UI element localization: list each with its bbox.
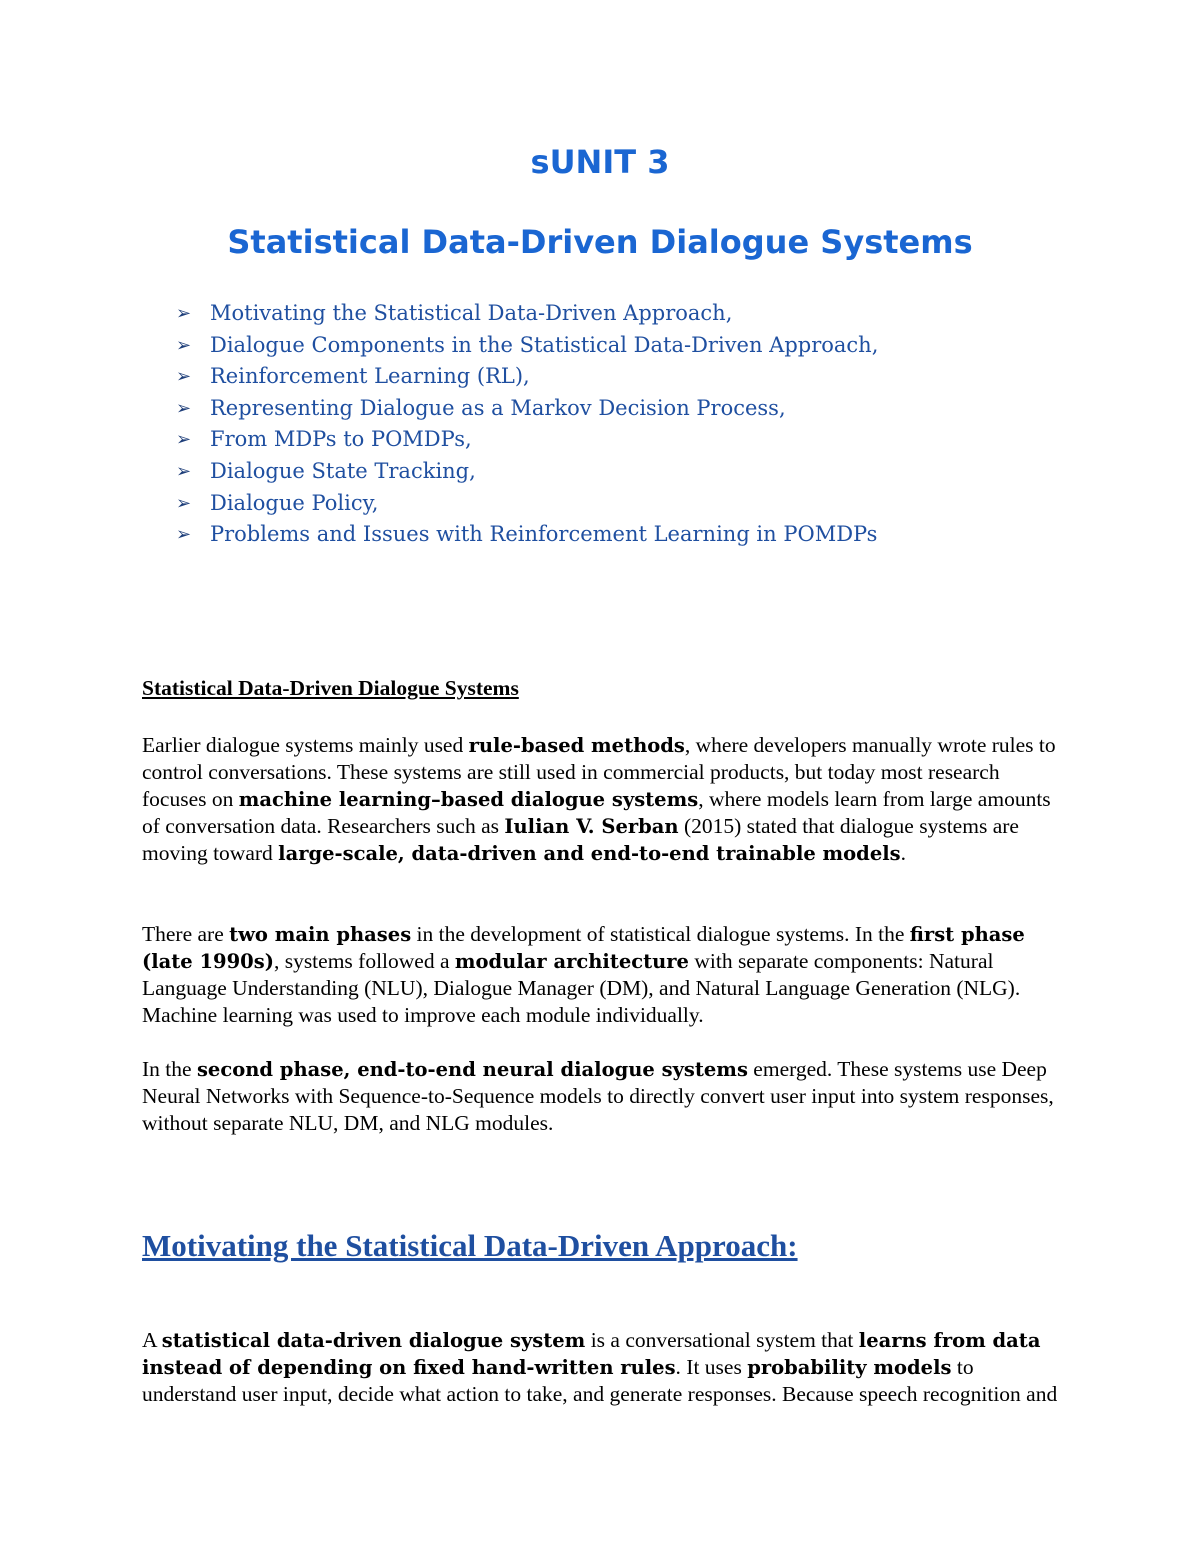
topic-item: [176, 424, 878, 456]
subsection-heading: Motivating the Statistical Data-Driven Approach:: [142, 1228, 798, 1263]
topic-text: Reinforcement Learning (RL),: [210, 364, 530, 389]
paragraph-second-phase: In the second phase, end-to-end neural dialogue systems emerged. These systems use Deep Neural Networks with Sequence-to-Sequence models to directly convert user input into system responses, without separate NLU, DM, and NLG modules.: [142, 1057, 1054, 1135]
paragraph-definition: A statistical data-driven dialogue system is a conversational system that learns from data instead of depending on fixed hand-written rules. It uses probability models to understand user input, decide what action to take, and generate responses. Because speech recognition and: [142, 1328, 1058, 1406]
topic-text: Dialogue State Tracking,: [210, 458, 476, 483]
topic-text: From MDPs to POMDPs,: [210, 427, 472, 452]
paragraph-intro: Earlier dialogue systems mainly used rule-based methods, where developers manually wrote rules to control conversations. These systems are still used in commercial products, but today most research focuses on machine learning–based dialogue systems, where models learn from large amounts of conversation data. Researchers such as Iulian V. Serban (2015) stated that dialogue systems are moving toward large-scale, data-driven and end-to-end trainable models.: [142, 733, 1056, 865]
arrow-bullet-icon: ➢: [176, 492, 192, 514]
section-heading: Statistical Data-Driven Dialogue Systems: [142, 676, 519, 700]
arrow-bullet-icon: ➢: [176, 524, 192, 546]
arrow-bullet-icon: ➢: [176, 460, 192, 482]
topic-item: [176, 519, 878, 551]
topic-list: [176, 298, 878, 551]
topic-text: Motivating the Statistical Data-Driven Approach,: [210, 301, 733, 325]
main-title: Statistical Data-Driven Dialogue Systems: [227, 223, 973, 261]
topic-text: Representing Dialogue as a Markov Decision Process,: [210, 395, 786, 420]
arrow-bullet-icon: ➢: [176, 429, 192, 451]
topic-item: [176, 393, 878, 425]
arrow-bullet-icon: ➢: [176, 397, 192, 419]
arrow-bullet-icon: ➢: [176, 366, 192, 388]
topic-item: [176, 330, 878, 362]
topic-item: [176, 298, 878, 330]
paragraph-phases: There are two main phases in the development of statistical dialogue systems. In the first phase (late 1990s), systems followed a modular architecture with separate components: Natural Language Understanding (NLU), Dialogue Manager (DM), and Natural Language Generation (NLG). Machine learning was used to improve each module individually.: [142, 922, 1025, 1027]
unit-title: sUNIT 3: [530, 143, 670, 181]
arrow-bullet-icon: ➢: [176, 334, 192, 356]
topic-item: [176, 361, 878, 393]
topic-text: Dialogue Policy,: [210, 490, 379, 515]
arrow-bullet-icon: ➢: [176, 303, 192, 324]
topic-item: [176, 456, 878, 488]
topic-text: Problems and Issues with Reinforcement Learning in POMDPs: [210, 522, 878, 547]
topic-item: [176, 488, 878, 520]
topic-text: Dialogue Components in the Statistical Data-Driven Approach,: [210, 332, 879, 357]
